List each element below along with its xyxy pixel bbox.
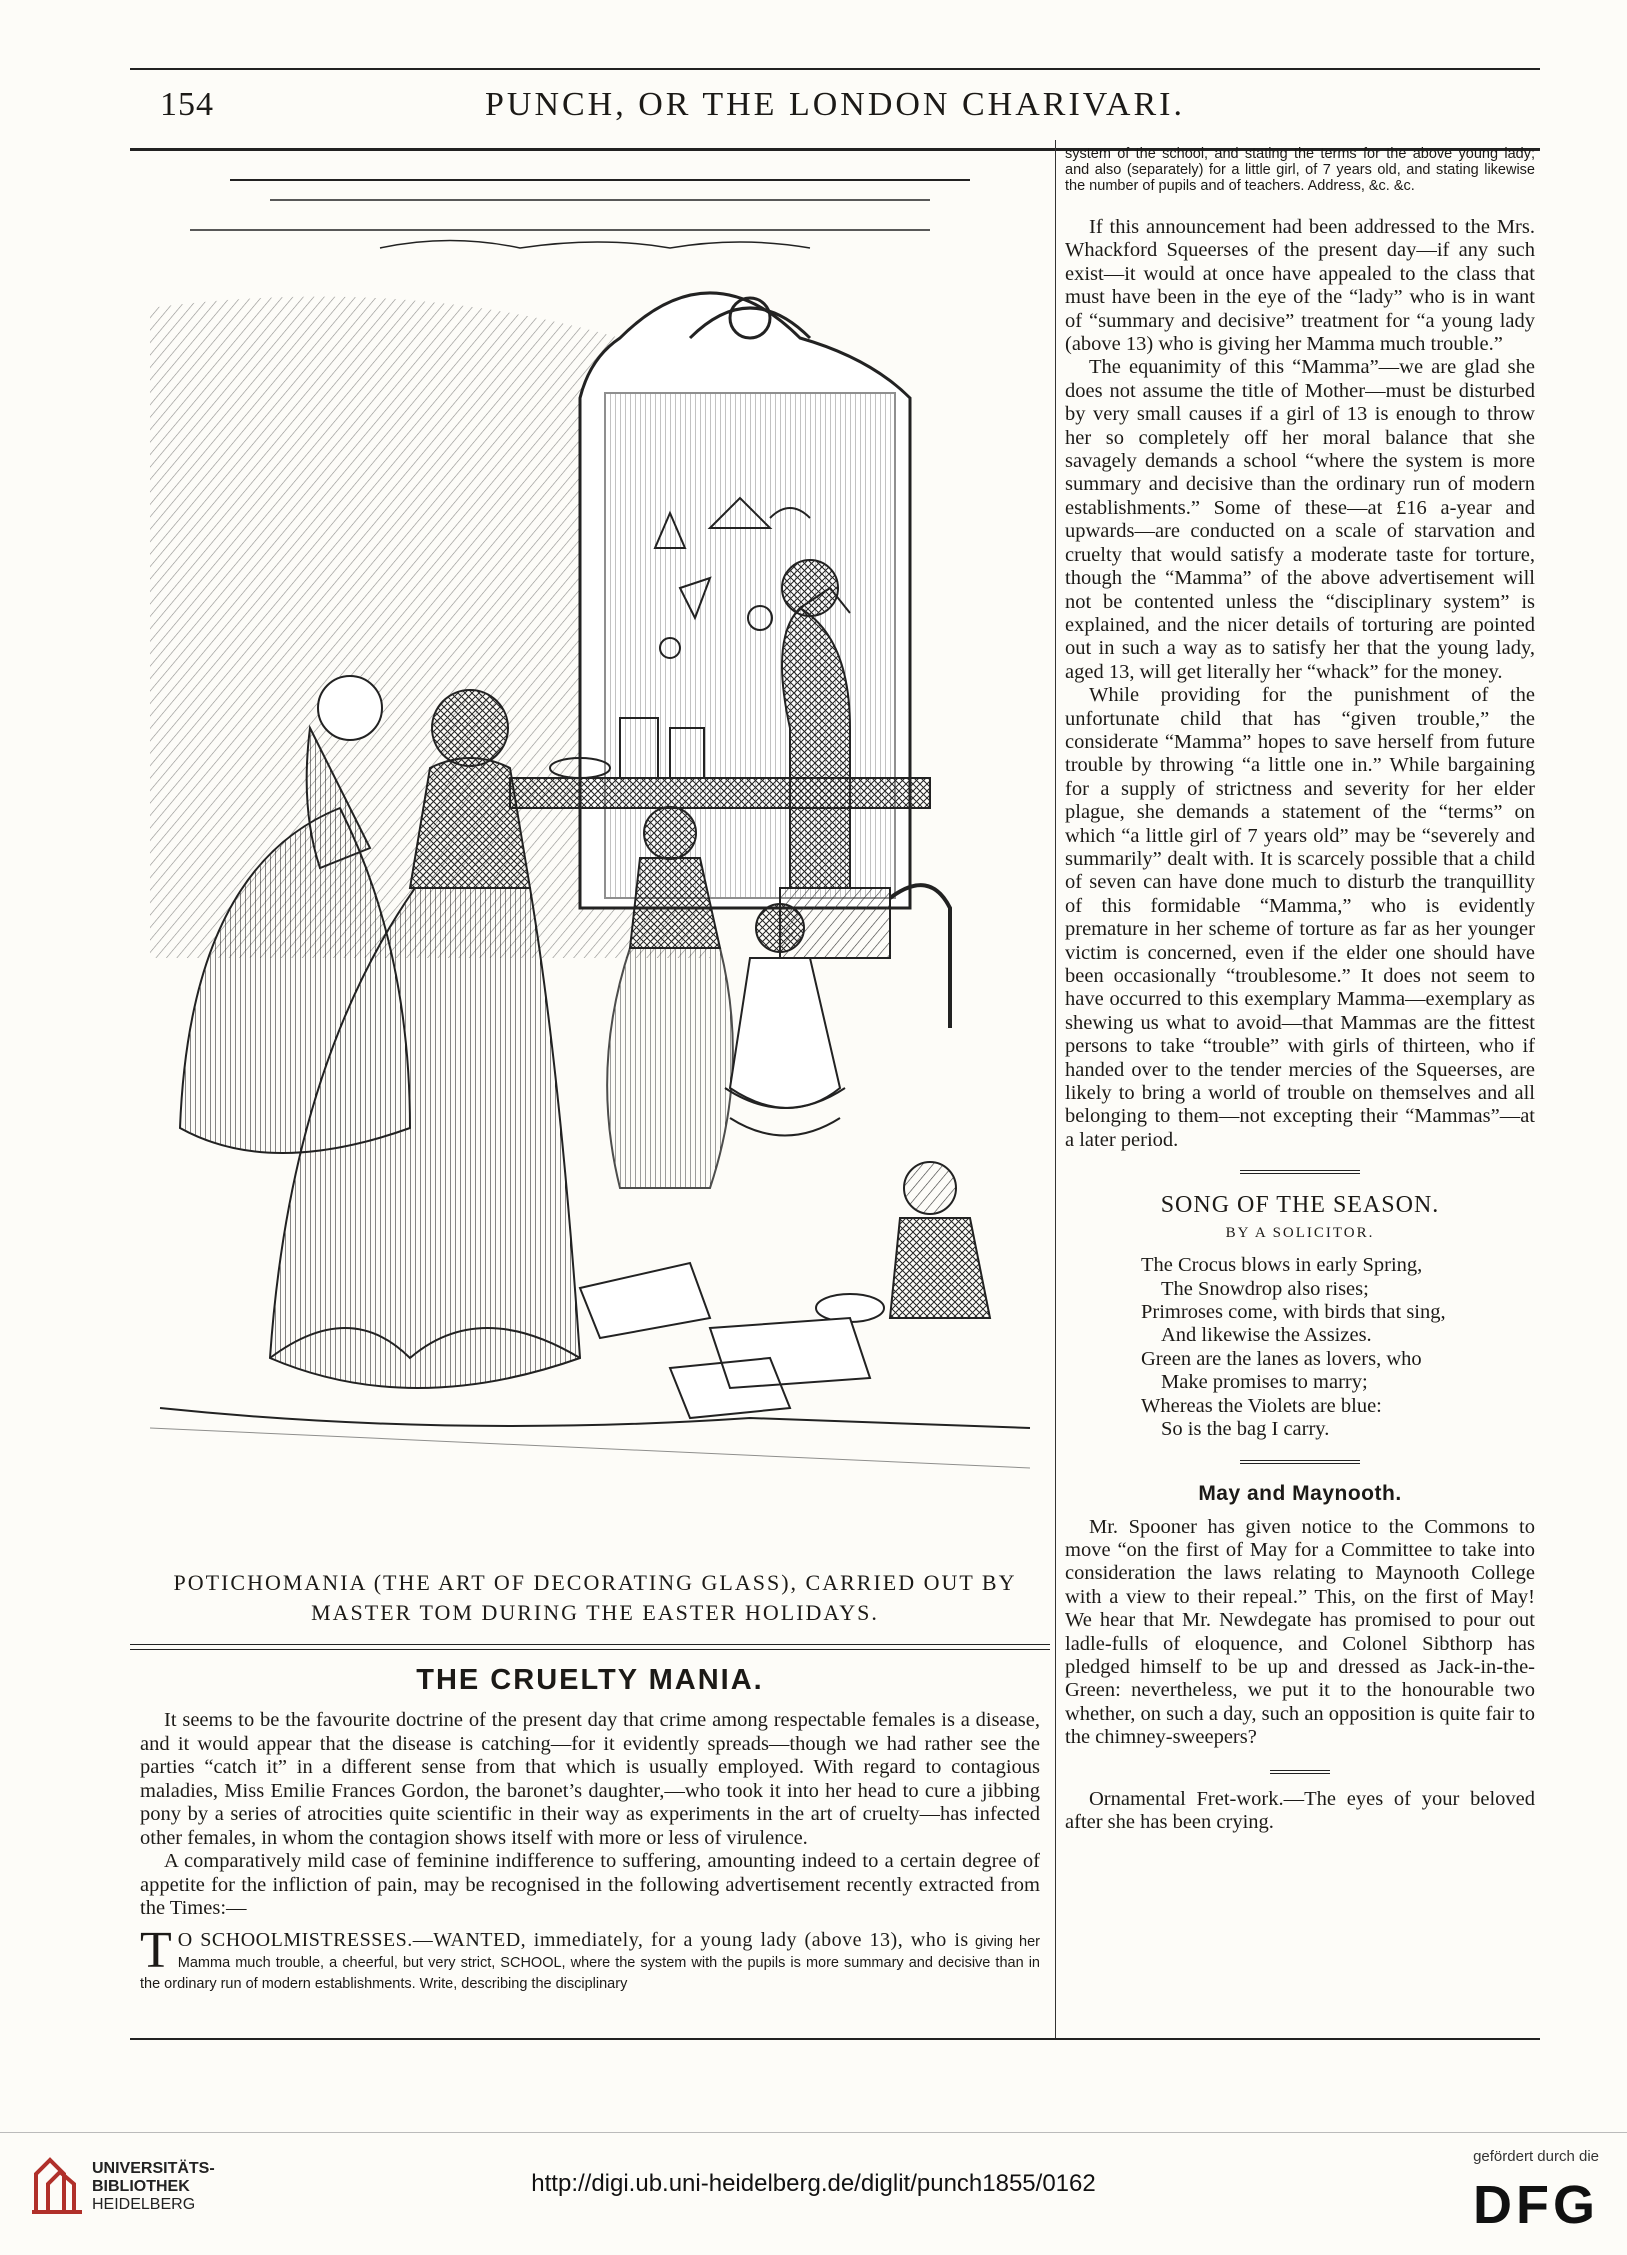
masthead: PUNCH, OR THE LONDON CHARIVARI. <box>484 86 1185 123</box>
dfg-logo: DFG <box>1473 2175 1599 2235</box>
footer-divider <box>0 2132 1627 2133</box>
verse-line: And likewise the Assizes. <box>1161 1324 1372 1347</box>
page-header <box>130 78 1540 148</box>
right-paragraph-1: If this announcement had been addressed to the Mrs. Whackford Squeerses of the present day—if any such exist—it would at once have appealed to the class that must have been in the eye of the “lady” who is in want of “summary and decisive” treatment for “a young lady (above 13) who is giving her Mamma much trouble.” <box>1065 216 1535 356</box>
engraving-illustration <box>150 168 1040 1598</box>
caption-line-2: MASTER TOM DURING THE EASTER HOLIDAYS. <box>311 1600 879 1625</box>
section-rule <box>130 1644 1050 1645</box>
funded-by-label: gefördert durch die <box>1473 2148 1599 2165</box>
article-title: THE CRUELTY MANIA. <box>416 1664 764 1696</box>
song-title: SONG OF THE SEASON. <box>1160 1192 1440 1219</box>
column-divider <box>1055 140 1056 2040</box>
verse-line: Primroses come, with birds that sing, <box>1141 1301 1446 1324</box>
advert-headline: O SCHOOLMISTRESSES.—WANTED, immediately, for a young lady (above 13), who is <box>177 1928 969 1951</box>
bottom-rule <box>130 2038 1540 2040</box>
song-byline: BY A SOLICITOR. <box>1225 1225 1375 1242</box>
divider-rule <box>1240 1460 1360 1464</box>
advert-dropcap: T <box>140 1921 172 1979</box>
verse-line: Green are the lanes as lovers, who <box>1141 1347 1422 1370</box>
digitization-footer <box>0 2140 1627 2255</box>
caption-line-1: POTICHOMANIA (THE ART OF DECORATING GLASS), CARRIED OUT BY <box>173 1570 1017 1595</box>
verse-line: The Crocus blows in early Spring, <box>1141 1254 1423 1277</box>
divider-rule <box>1270 1770 1330 1774</box>
verse-line: Whereas the Violets are blue: <box>1141 1394 1382 1417</box>
advert-continued: system of the school, and stating the terms for the above young lady; and also (separately) for a little girl, of 7 years old, and stating likewise the number of pupils and of teachers. Address, &c. &c. <box>1065 146 1535 194</box>
article-paragraph-2: A comparatively mild case of feminine indifference to suffering, amounting indeed to a certain degree of appetite for the infliction of pain, may be recognised in the following advertisement recently extracted from the Times:— <box>140 1850 1040 1919</box>
institution-line-2: BIBLIOTHEK <box>92 2178 190 2195</box>
verse-line: Make promises to marry; <box>1161 1371 1368 1394</box>
section-rule-double <box>130 1649 1050 1650</box>
potichomania-engraving <box>150 168 1040 1598</box>
right-column <box>1065 146 1535 1834</box>
schoolmistress-advert <box>140 1921 1041 1994</box>
page-number: 154 <box>160 86 214 123</box>
institution-line-1: UNIVERSITÄTS- <box>92 2160 215 2177</box>
song-verse <box>1141 1254 1535 1441</box>
cruelty-mania-article <box>140 1658 1040 1994</box>
divider-rule <box>1240 1170 1360 1174</box>
fretwork-paragraph: Ornamental Fret-work.—The eyes of your beloved after she has been crying. <box>1065 1787 1535 1833</box>
right-paragraph-2: The equanimity of this “Mamma”—we are glad she does not assume the title of Mother—must be disturbed by very small causes if a girl of 13 is enough to throw her so completely off her moral balance that she savagely demands a school “where the system is more summary and decisive than the ordinary run of modern establishments.” Some of these—at £16 a-year and upwards—are conducted on a scale of starvation and cruelty that would satisfy a moderate taste for torture, though the “Mamma” of the above advertisement will not be contented unless the “disciplinary system” is explained, and the nicer details of torturing are pointed out in such a way as to satisfy her that the young lady, aged 13, will get literally her “whack” for the money. <box>1065 356 1535 683</box>
institution-line-3: HEIDELBERG <box>92 2196 196 2213</box>
maynooth-paragraph: Mr. Spooner has given notice to the Commons to move “on the first of May for a Committee to take into consideration the laws relating to Maynooth College with a view to their repeal.” This, on the first of May! We hear that Mr. Newdegate has promised to pour out ladle-fulls of eloquence, and Colonel Sibthorp has pledged himself to be up and dressed as Jack-in-the-Green: nevertheless, we put it to the honourable two whether, on such a day, such an opposition is quite fair to the chimney-sweepers? <box>1065 1515 1535 1749</box>
journal-page <box>130 68 1540 2088</box>
illustration-caption <box>150 1568 1040 1628</box>
source-url[interactable]: http://digi.ub.uni-heidelberg.de/diglit/punch1855/0162 <box>531 2170 1096 2197</box>
verse-line: The Snowdrop also rises; <box>1161 1277 1369 1300</box>
article-paragraph-1: It seems to be the favourite doctrine of the present day that crime among respectable females is a disease, and it would appear that the disease is catching—for it evidently spreads—though we had rather see the parties “catch it” in a different sense from that which is usually employed. With regard to contagious maladies, Miss Emilie Frances Gordon, the baronet’s daughter,—who took it into her head to cure a jibbing pony by a series of atrocities quite scientific in their way as experiments in the art of cruelty—has infected other females, in whom the contagion shows itself with more or less of virulence. <box>140 1709 1040 1849</box>
top-border <box>130 68 1540 70</box>
verse-line: So is the bag I carry. <box>1161 1418 1330 1441</box>
maynooth-title: May and Maynooth. <box>1198 1481 1402 1505</box>
right-paragraph-3: While providing for the punishment of the unfortunate child that has “given trouble,” the considerate “Mamma” hopes to save herself from future trouble by throwing “a little one in.” While bargaining for a supply of strictness and severity for her elder plague, she demands a statement of the “terms” on which “a little girl of 7 years old” may be “severely and summarily” dealt with. It is scarcely possible that a child of seven can have done much to disturb the tranquillity of this formidable “Mamma,” who is evidently premature in her scheme of torture as far as her younger victim is concerned, even if the elder one should have been occasionally “troublesome.” It does not seem to have occurred to this exemplary Mamma—exemplary as shewing us what to avoid—that Mammas are the fittest persons to take “trouble” with girls of thirteen, who if handed over to the tender mercies of the Squeerses, are likely to bring a world of trouble on themselves and all belonging to them—not excepting their “Mammas”—at a later period. <box>1065 684 1535 1151</box>
advert-body: giving her Mamma much trouble, a cheerful, but very strict, SCHOOL, where the system with the pupils is more summary and decisive than in the ordinary run of modern establishments. Write, describing the disciplinary <box>140 1933 1041 1992</box>
